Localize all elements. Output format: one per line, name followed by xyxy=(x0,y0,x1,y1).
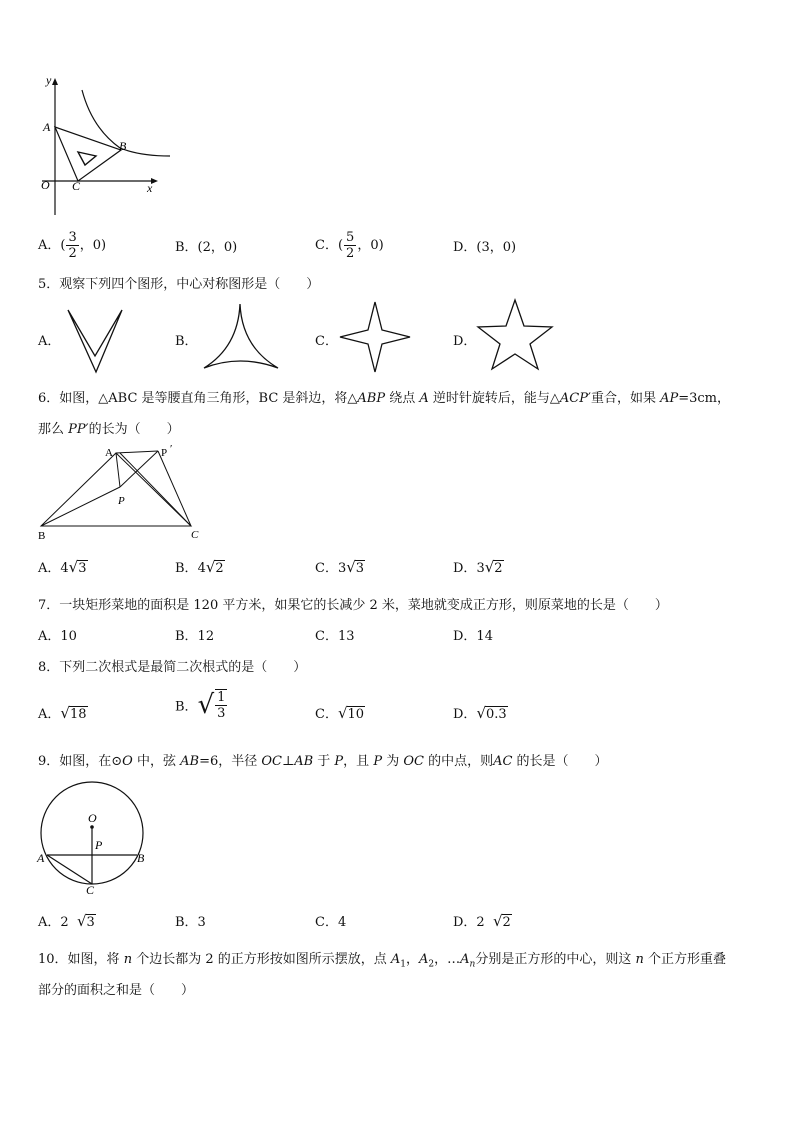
y-axis-arrow xyxy=(52,78,58,85)
q5-figure-d-five-point-star xyxy=(478,298,556,372)
label-x: x xyxy=(147,181,153,195)
label-y: y xyxy=(46,73,52,87)
q5-label-d: D． xyxy=(453,334,477,349)
label-A: A xyxy=(105,447,113,459)
q5-label-b: B． xyxy=(175,334,198,349)
label-O: O xyxy=(88,811,97,825)
q6-option-a: A．4√3 xyxy=(38,558,87,576)
q8-option-d: D．√0.3 xyxy=(453,704,507,722)
q4-option-b: B．(2，0) xyxy=(175,240,238,255)
q6-stem-line2: 那么 PP′的长为（ ） xyxy=(38,422,180,437)
q5-figure-a-v-shape xyxy=(66,308,126,378)
q9-stem: 9．如图，在⊙O 中，弦 AB=6，半径 OC⊥AB 于 P，且 P 为 OC 的中点，则AC 的长是（ ） xyxy=(38,754,608,769)
q6-option-c: C．3√3 xyxy=(315,558,365,576)
q5-figure-b-curved-triangle xyxy=(202,302,282,374)
label-C: C xyxy=(86,883,95,897)
q7-option-a: A．10 xyxy=(38,629,77,644)
inner-triangle xyxy=(78,152,96,165)
q4-figure xyxy=(30,70,180,220)
q6-option-d: D．3√2 xyxy=(453,558,503,576)
q8-stem: 8．下列二次根式是最简二次根式的是（ ） xyxy=(38,660,307,675)
q4-option-c: C．( $\frac{5}{2}$ ，0) xyxy=(315,230,384,261)
q5-stem: 5．观察下列四个图形，中心对称图形是（ ） xyxy=(38,277,320,292)
q5-label-a: A． xyxy=(38,334,61,349)
q9-figure xyxy=(36,778,156,896)
q9-option-c: C．4 xyxy=(315,915,347,930)
q8-option-c: C．√10 xyxy=(315,704,365,722)
label-B: B xyxy=(38,530,46,542)
q7-stem: 7．一块矩形菜地的面积是 120 平方米，如果它的长减少 2 米，菜地就变成正方形，则原菜地的长是（ ） xyxy=(38,598,668,613)
q9-option-a: A．2 √3 xyxy=(38,912,95,930)
q6-stem-line1: 6．如图，△ABC 是等腰直角三角形，BC 是斜边，将△ABP 绕点 A 逆时针旋转后，能与△ACP′重合，如果 AP=3cm， xyxy=(38,391,731,406)
q8-option-b: B．√ $\frac{1}{3}$ xyxy=(175,690,226,721)
q7-option-c: C．13 xyxy=(315,629,355,644)
q7-option-d: D．14 xyxy=(453,629,493,644)
label-C: C xyxy=(191,529,199,541)
q9-option-d: D．2 √2 xyxy=(453,912,511,930)
label-B: B xyxy=(119,139,127,153)
label-P: P xyxy=(118,495,125,507)
q10-stem-line2: 部分的面积之和是（ ） xyxy=(38,983,195,998)
label-prime: ′ xyxy=(170,443,173,455)
q7-option-b: B．12 xyxy=(175,629,215,644)
q6-option-b: B．4√2 xyxy=(175,558,224,576)
q10-stem-line1: 10．如图，将 n 个边长都为 2 的正方形按如图所示摆放，点 $A_1$，$A_2$，$\dots A_n$分别是正方形的中心，则这 n 个正方形重叠 xyxy=(38,952,726,970)
q5-label-c: C． xyxy=(315,334,338,349)
q4-option-d: D．(3，0) xyxy=(453,240,517,255)
q5-figure-c-four-point-star xyxy=(338,300,414,376)
label-B: B xyxy=(137,851,145,865)
center-dot xyxy=(90,825,94,829)
label-P: P xyxy=(95,838,103,852)
q4-option-a: A．( $\frac{3}{2}$ ，0) xyxy=(38,230,107,261)
q9-option-b: B．3 xyxy=(175,915,206,930)
label-C: C xyxy=(72,179,81,193)
q8-option-a: A．√18 xyxy=(38,704,87,722)
label-O: O xyxy=(41,178,50,192)
label-P-prime: P xyxy=(161,447,168,459)
label-A: A xyxy=(37,851,45,865)
q6-figure xyxy=(36,444,211,544)
segment-AC xyxy=(47,855,92,884)
label-A: A xyxy=(43,120,51,134)
